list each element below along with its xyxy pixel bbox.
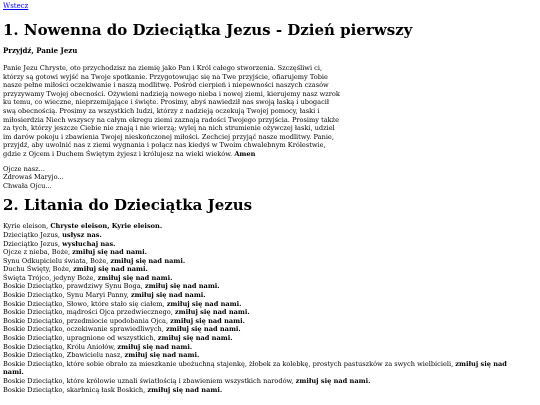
litany-response: zmiłuj się nad nami. [110, 256, 186, 265]
litany-line [3, 351, 523, 360]
litany-invocation: Dzieciątko Jezus, [3, 239, 63, 248]
litany-line [3, 360, 523, 377]
litany-invocation: Synu Odkupicielu świata, Boże, [3, 256, 111, 265]
litany-response: zmiłuj się nad nami. [73, 265, 148, 274]
closing-line-hail-mary: Zdrowaś Maryjo... [3, 173, 64, 182]
novena-heading: 1. Nowenna do Dzieciątka Jezus - Dzień pierwszy [3, 21, 413, 39]
litany-response: usłysz nas. [62, 230, 102, 239]
litany-heading: 2. Litania do Dzieciątka Jezus [3, 196, 253, 215]
litany-response: zmiłuj się nad nami. [117, 342, 193, 351]
litany-response: zmiłuj się nad nami. [165, 325, 241, 334]
prayer-subtitle: Przyjdź, Panie Jezu [3, 46, 78, 55]
litany-line [3, 248, 523, 257]
litany-line [3, 334, 523, 343]
litany-line [3, 257, 523, 266]
litany-line [3, 291, 523, 300]
litany-response: zmiłuj się nad nami. [3, 359, 507, 377]
litany-invocation: Duchu Święty, Boże, [3, 265, 74, 274]
litany-response: zmiłuj się nad nami. [295, 377, 371, 385]
litany-invocation: Boskie Dzieciątko, które królowie uznali światłością i zbawieniem wszystkich narodów, [3, 377, 296, 385]
litany-list [3, 222, 537, 394]
litany-response: wysłuchaj nas. [62, 239, 116, 248]
back-link[interactable]: Wstecz [3, 2, 29, 10]
litany-response: zmiłuj się nad nami. [144, 282, 220, 291]
litany-invocation: Boskie Dzieciątko, prawdziwy Synu Boga, [3, 282, 145, 291]
litany-invocation: Boskie Dzieciątko, mądrości Ojca przedwiecznego, [3, 308, 175, 317]
closing-line-our-father: Ojcze nasz... [3, 164, 45, 173]
litany-line [3, 300, 523, 309]
litany-invocation: Ojcze z nieba, Boże, [3, 248, 73, 257]
litany-invocation: Boskie Dzieciątko, Zbawicielu nasz, [3, 351, 125, 360]
litany-line [3, 274, 523, 283]
litany-line [3, 308, 523, 317]
litany-response: zmiłuj się nad nami. [170, 316, 245, 325]
litany-response: zmiłuj się nad nami. [130, 291, 206, 300]
litany-invocation: Boskie Dzieciątko, które sobie obrało za mieszkanie ubożuchną stajenkę, żłobek za kolebkę, prostych pastuszków za swych wielbicieli, [3, 359, 456, 368]
litany-line [3, 377, 523, 386]
litany-line [3, 240, 523, 249]
litany-invocation: Boskie Dzieciątko, przedmiocie upodobania Ojca, [3, 316, 171, 325]
litany-line [3, 231, 523, 240]
closing-prayers [3, 165, 537, 191]
litany-response: zmiłuj się nad nami. [72, 248, 147, 257]
litany-line [3, 222, 523, 231]
litany-line [3, 386, 523, 395]
page-content [3, 2, 537, 394]
litany-invocation: Boskie Dzieciątko, Królu Aniołów, [3, 342, 118, 351]
prayer-amen: Amen [234, 149, 256, 158]
litany-response: zmiłuj się nad nami. [97, 273, 173, 282]
prayer-paragraph [3, 64, 341, 159]
litany-invocation: Boskie Dzieciątko, upragnione od wszystkich, [3, 334, 158, 343]
litany-response: Chryste eleison, Kyrie eleison. [50, 222, 163, 231]
litany-invocation: Święta Trójco, jedyny Boże, [3, 273, 98, 282]
litany-invocation: Boskie Dzieciątko, oczekiwanie sprawiedliwych, [3, 325, 166, 334]
litany-response: zmiłuj się nad nami. [157, 334, 233, 343]
litany-line [3, 265, 523, 274]
litany-line [3, 317, 523, 326]
litany-invocation: Boskie Dzieciątko, Synu Maryi Panny, [3, 291, 131, 300]
litany-line [3, 325, 523, 334]
litany-response: zmiłuj się nad nami. [174, 308, 250, 317]
litany-invocation: Boskie Dzieciątko, Słowo, które stało się ciałem, [3, 299, 167, 308]
litany-line [3, 282, 523, 291]
closing-line-glory-be: Chwała Ojcu... [3, 181, 52, 190]
litany-line [3, 343, 523, 352]
litany-response: zmiłuj się nad nami. [147, 385, 223, 394]
prayer-text: Panie Jezu Chryste, oto przychodzisz na ziemię jako Pan i Król całego stworzenia. Szczęśliwi ci, którzy są gotowi wyjść na Twoje spotkanie. Przygotowując się na Twe przyjście, ofiarujemy Tobie nasze pełne miłości oczekiwanie i naszą modlitwę. Pośród cierpień i niepewności naszych czasów przyzywamy Twojej obecności. Ożywieni nadzieją nowego nieba i nowej ziemi, kierujemy nasz wzrok ku temu, co wieczne, nieprzemijające i święte. Prosimy, abyś nawiedził nas swoją łaską i ubogacił swą obecnością. Prosimy za wszystkich ludzi, którzy z nadzieją oczekują Twojej pomocy, łaski i miłosierdzia Niech wszyscy na całym ekregu ziemi zaznają radości Twojego przyjścia. Prosimy także za tych, którzy jeszcze Ciebie nie znają i nie wierzą; wyleį na nich strumienie ożywczej łaski, udziel im darów pokoju i zbawienia Twojej nieskończonej miłości. Zechciej przyjąć nasze modlitwy. Panie, przyjdź, aby uwolnić nas z ziemi wygnania i połącz nas kiedyś w Twoim chwalebnym Królestwie, gdzie z Ojcem i Duchem Świętym żyjesz i królujesz na wieki wieków. [3, 64, 340, 158]
litany-invocation: Boskie Dzieciątko, skarbnicą łask Boskich, [3, 385, 148, 394]
litany-response: zmiłuj się nad nami. [166, 299, 242, 308]
litany-invocation: Kyrie eleison, [3, 222, 51, 231]
litany-response: zmiłuj się nad nami. [124, 351, 200, 360]
litany-invocation: Dzieciątko Jezus, [3, 230, 63, 239]
